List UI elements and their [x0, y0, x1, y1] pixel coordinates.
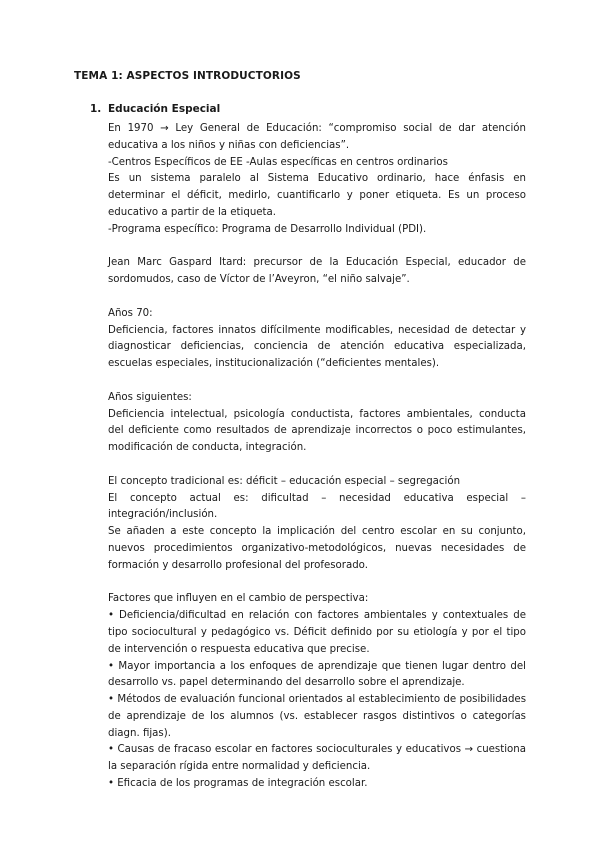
paragraph: -Centros Específicos de EE -Aulas específicas en centros ordinarios: [108, 156, 448, 168]
paragraph: Años siguientes:: [108, 391, 192, 403]
section-title: Educación Especial: [108, 103, 221, 115]
section-body: [108, 121, 526, 793]
paragraph: El concepto tradicional es: déficit – educación especial – segregación: [108, 475, 461, 487]
paragraph: • Deficiencia/dificultad en relación con factores ambientales y contextuales de tipo sociocultural y pedagógico vs. Déficit definido por su etiología y por el tipo de intervención o respuesta educativa que precise.: [108, 610, 526, 655]
paragraph: Jean Marc Gaspard Itard: precursor de la Educación Especial, educador de sordomudos, caso de Víctor de l’Aveyron, “el niño salvaje”.: [108, 257, 526, 286]
paragraph: • Eficacia de los programas de integración escolar.: [108, 778, 368, 790]
paragraph-gap: [108, 289, 526, 306]
paragraph: Factores que influyen en el cambio de perspectiva:: [108, 593, 369, 605]
paragraph: Deficiencia intelectual, psicología conductista, factores ambientales, conducta del deficiente como resultados de aprendizaje incorrectos o poco estimulantes, modificación de conducta, integración.: [108, 408, 526, 454]
paragraph-gap: [108, 457, 526, 474]
paragraph-gap: [108, 575, 526, 592]
paragraph: Es un sistema paralelo al Sistema Educativo ordinario, hace énfasis en determinar el déficit, medirlo, cuantificarlo y poner etiqueta. Es un proceso educativo a partir de la etiqueta.: [108, 173, 526, 218]
document-title: TEMA 1: ASPECTOS INTRODUCTORIOS: [74, 70, 301, 82]
paragraph: • Métodos de evaluación funcional orientados al establecimiento de posibilidades de aprendizaje de los alumnos (vs. establecer rasgos distintivos o categorías diagn. fijas).: [108, 694, 526, 739]
paragraph: • Mayor importancia a los enfoques de aprendizaje que tienen lugar dentro del desarrollo vs. papel determinando del desarrollo sobre el aprendizaje.: [108, 660, 526, 689]
paragraph: -Programa específico: Programa de Desarrollo Individual (PDI).: [108, 223, 427, 235]
paragraph: Deficiencia, factores innatos difícilmente modificables, necesidad de detectar y diagnosticar deficiencias, conciencia de atención educativa especializada, escuelas especiales, institucionalización (“deficientes mentales).: [108, 324, 526, 370]
paragraph: El concepto actual es: dificultad – necesidad educativa especial – integración/inclusión.: [108, 492, 526, 521]
paragraph: • Causas de fracaso escolar en factores socioculturales y educativos → cuestiona la separación rígida entre normalidad y deficiencia.: [108, 744, 526, 773]
paragraph-gap: [108, 239, 526, 256]
paragraph: Años 70:: [108, 307, 153, 319]
paragraph: En 1970 → Ley General de Educación: “compromiso social de dar atención educativa a los niños y niñas con deficiencias”.: [108, 123, 526, 151]
paragraph: Se añaden a este concepto la implicación del centro escolar en su conjunto, nuevos procedimientos organizativo-metodológicos, nuevas necesidades de formación y desarrollo profesional del profesorado.: [108, 526, 526, 571]
section-heading: [90, 103, 220, 115]
section-number: 1.: [90, 103, 102, 115]
paragraph-gap: [108, 373, 526, 390]
